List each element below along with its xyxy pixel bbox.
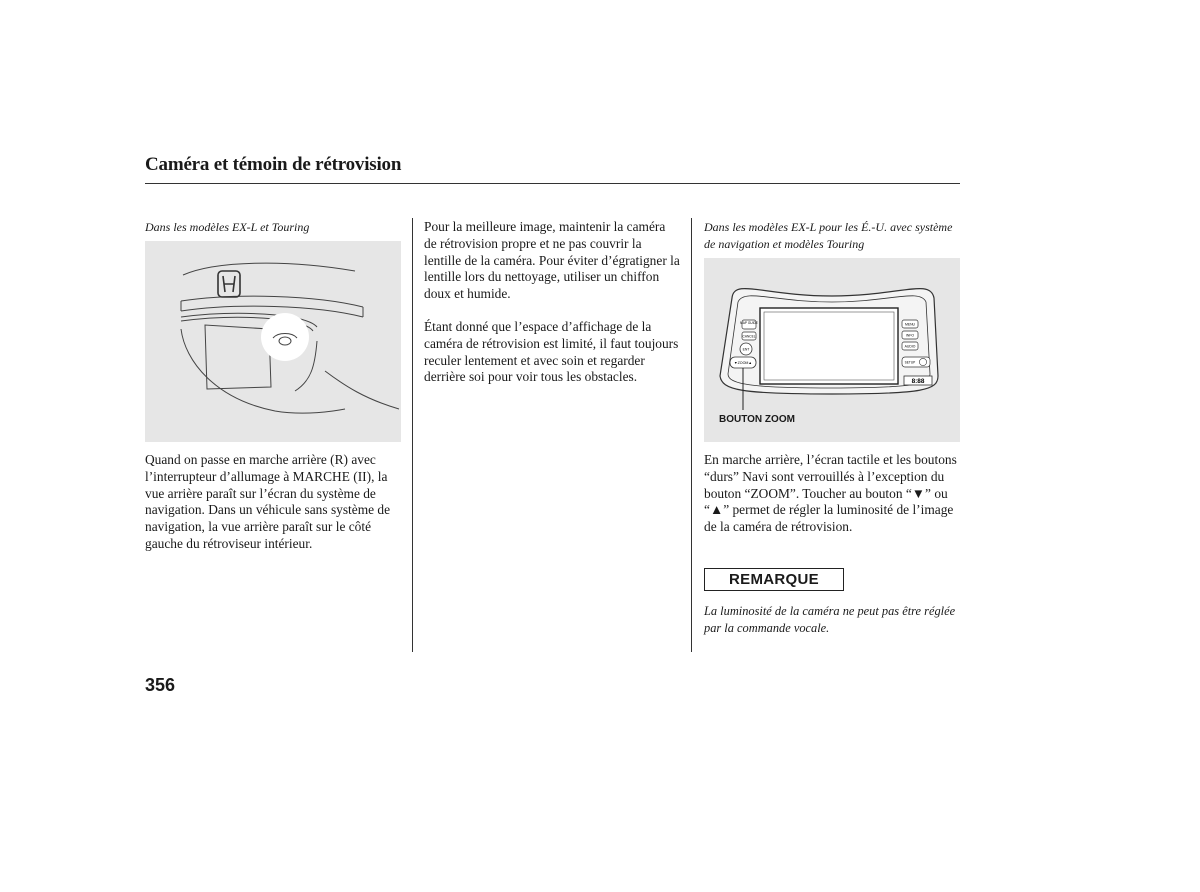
zoom-button-callout: BOUTON ZOOM: [719, 414, 795, 425]
header-rule: [145, 183, 960, 184]
trunk-illustration: [145, 241, 401, 442]
zoom-button-label: ▼ZOOM▲: [734, 361, 752, 365]
page-title: Caméra et témoin de rétrovision: [145, 154, 402, 175]
rear-camera-figure: [145, 241, 401, 442]
clock-display: 8:88: [911, 378, 925, 386]
menu-button-label: MENU: [905, 322, 915, 327]
right-figure-caption: Dans les modèles EX-L pour les É.-U. avec système de navigation et modèles Touring: [704, 220, 953, 251]
left-figure-caption: Dans les modèles EX-L et Touring: [145, 220, 310, 234]
map-guide-button-label: MAP GUIDE: [740, 321, 758, 325]
middle-paragraph-2: Étant donné que l’espace d’affichage de la caméra de rétrovision est limité, il faut toujours reculer lentement et avec soin et regarder derrière soi pour voir tous les obstacles.: [424, 319, 679, 385]
column-divider-left: [412, 218, 413, 652]
enter-button-label: ENT: [742, 347, 750, 352]
left-paragraph: Quand on passe en marche arrière (R) avec l’interrupteur d’allumage à MARCHE (II), la vue arrière paraît sur l’écran du système de navigation. Dans un véhicule sans système de navigation, la vue arrière paraît sur le côté gauche du rétroviseur intérieur.: [145, 452, 391, 551]
column-divider-right: [691, 218, 692, 652]
remark-heading: REMARQUE: [704, 568, 844, 591]
setup-button-label: SETUP: [904, 360, 916, 365]
right-paragraph: En marche arrière, l’écran tactile et les boutons “durs” Navi sont verrouillés à l’exception du bouton “ZOOM”. Toucher au bouton “▼” ou “▲” permet de régler la luminosité de l’image de la caméra de rétrovision.: [704, 452, 957, 535]
info-button-label: INFO: [905, 333, 915, 338]
middle-paragraph-1: Pour la meilleure image, maintenir la caméra de rétrovision propre et ne pas couvrir la lentille de la caméra. Pour éviter d’égratigner la lentille lors du nettoyage, utiliser un chiffon doux et humide.: [424, 219, 680, 302]
page-number: 356: [145, 675, 176, 695]
audio-button-label: AUDIO: [904, 344, 916, 349]
cancel-button-label: CANCEL: [742, 334, 756, 339]
remark-text: La luminosité de la caméra ne peut pas être réglée par la commande vocale.: [704, 604, 956, 635]
